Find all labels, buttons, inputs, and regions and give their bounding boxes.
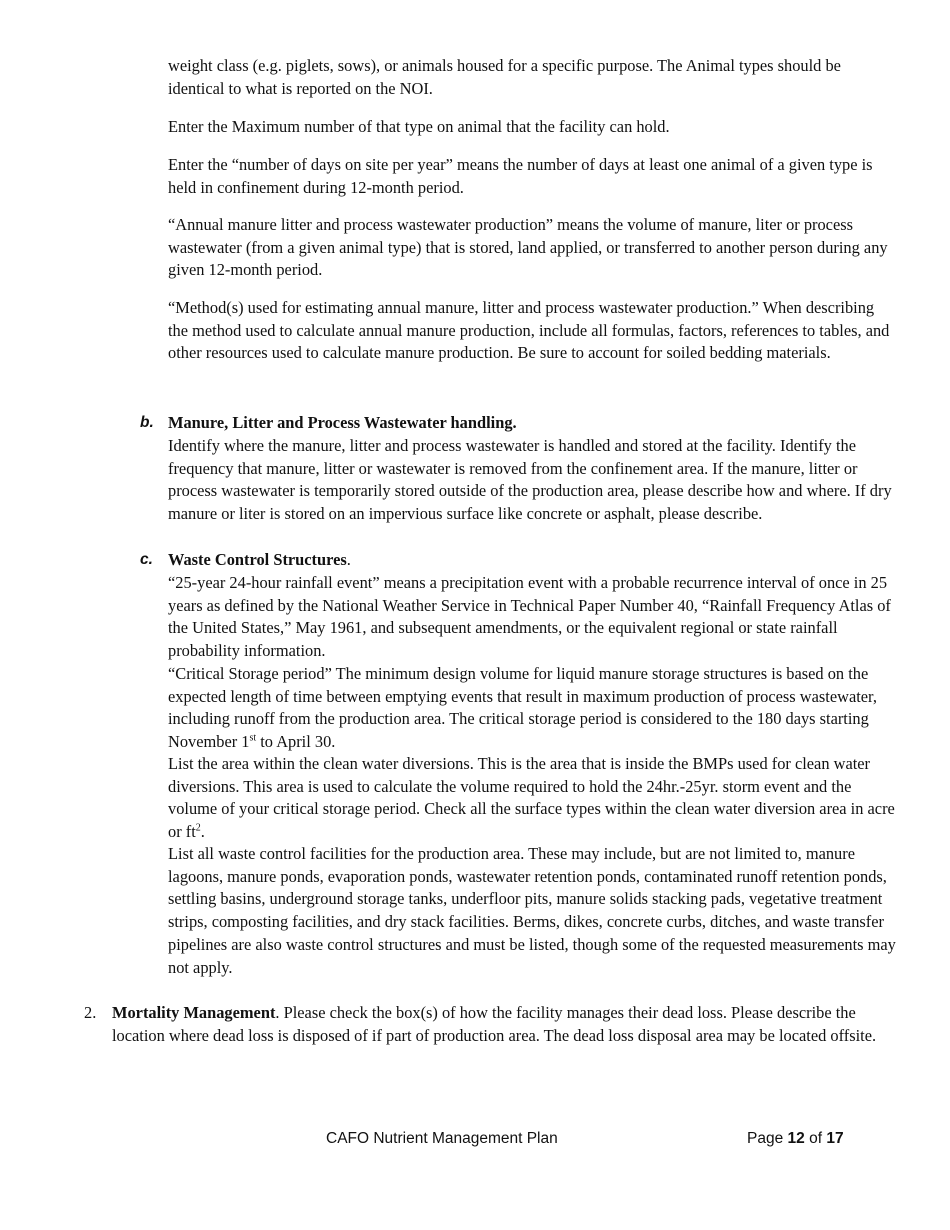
section-c-letter: c. — [140, 551, 153, 568]
section-c-heading-period: . — [346, 550, 351, 569]
item-2-number: 2. — [84, 1003, 97, 1022]
footer-total-pages: 17 — [826, 1130, 844, 1147]
section-c-heading-line — [168, 549, 898, 572]
footer-page-number — [747, 1130, 844, 1148]
section-c-facilities-list: List all waste control facilities for the production area. These may include, but are not limited to, manure lagoons, manure ponds, evaporation ponds, wastewater retention ponds, contaminated runoff retention ponds, settling basins, underground storage tanks, underfloor pits, manure solids stacking pads, vegetative treatment strips, composting facilities, and dry stack facilities. Berms, dikes, concrete curbs, ditches, and waste transfer pipelines are also waste control structures and must be listed, though some of the requested measurements may not apply. — [168, 844, 896, 977]
critical-storage-text: “Critical Storage period” The minimum design volume for liquid manure storage structures is based on the expected length of time between emptying events that result in maximum production of process wastewater, including runoff from the production area. The critical storage period is considered to the 180 days starting November 1 — [168, 664, 877, 752]
item-2-body: . Please check the box(s) of how the facility manages their dead loss. Please describe the location where dead loss is disposed of if part of production area. The dead loss disposal area may be located offsite. — [112, 1003, 877, 1045]
section-c-heading: Waste Control Structures — [168, 550, 347, 569]
section-c-clean-water-area — [168, 753, 898, 844]
footer-of-word: of — [809, 1130, 823, 1147]
section-b-letter: b. — [140, 414, 154, 431]
intro-paragraph-animal-types: weight class (e.g. piglets, sows), or animals housed for a specific purpose. The Animal types should be identical to what is reported on the NOI. — [168, 56, 841, 98]
section-b-heading: Manure, Litter and Process Wastewater handling. — [168, 413, 517, 432]
intro-paragraph-annual-production: “Annual manure litter and process wastewater production” means the volume of manure, liter or process wastewater (from a given animal type) that is stored, land applied, or transferred to another person during any given 12-month period. — [168, 215, 888, 280]
critical-storage-text-end: to April 30. — [256, 732, 336, 752]
page-footer — [0, 1130, 950, 1154]
intro-paragraph-estimation-method: “Method(s) used for estimating annual manure, litter and process wastewater production.” When describing the method used to calculate annual manure production, include all formulas, factors, references to tables, and other resources used to calculate manure production. Be sure to account for soiled bedding materials. — [168, 298, 890, 363]
section-b-body: Identify where the manure, litter and process wastewater is handled and stored at the facility. Identify the frequency that manure, litter or wastewater is removed from the confinement area. If the manure, litter or process wastewater is temporarily stored outside of the production area, please describe how and where. If dry manure or liter is stored on an impervious surface like concrete or asphalt, please describe. — [168, 436, 892, 524]
clean-water-area-text-end: . — [200, 822, 205, 842]
intro-paragraph-days-on-site: Enter the “number of days on site per year” means the number of days at least one animal of a given type is held in confinement during 12-month period. — [168, 155, 873, 197]
footer-document-title: CAFO Nutrient Management Plan — [326, 1130, 558, 1147]
critical-storage-superscript: st — [249, 732, 257, 744]
section-c-rainfall-definition: “25-year 24-hour rainfall event” means a precipitation event with a probable recurrence interval of once in 25 years as defined by the National Weather Service in Technical Paper Number 40, “Rainfall Frequency Atlas of the United States,” May 1961, and subsequent amendments, or the equivalent regional or state rainfall probability information. — [168, 573, 891, 661]
item-2-mortality-management — [112, 1002, 898, 1047]
section-c-critical-storage — [168, 663, 898, 754]
item-2-heading: Mortality Management — [112, 1003, 276, 1022]
clean-water-area-superscript: 2 — [195, 822, 201, 834]
clean-water-area-text: List the area within the clean water diversions. This is the area that is inside the BMPs used for clean water diversions. This area is used to calculate the volume required to hold the 24hr.-25yr. storm event and the volume of your critical storage period. Check all the surface types within the clean water diversion area in acre or ft — [168, 754, 895, 842]
intro-paragraph-maximum-number: Enter the Maximum number of that type on animal that the facility can hold. — [168, 117, 670, 136]
footer-page-word: Page — [747, 1130, 784, 1147]
footer-current-page: 12 — [787, 1130, 805, 1147]
